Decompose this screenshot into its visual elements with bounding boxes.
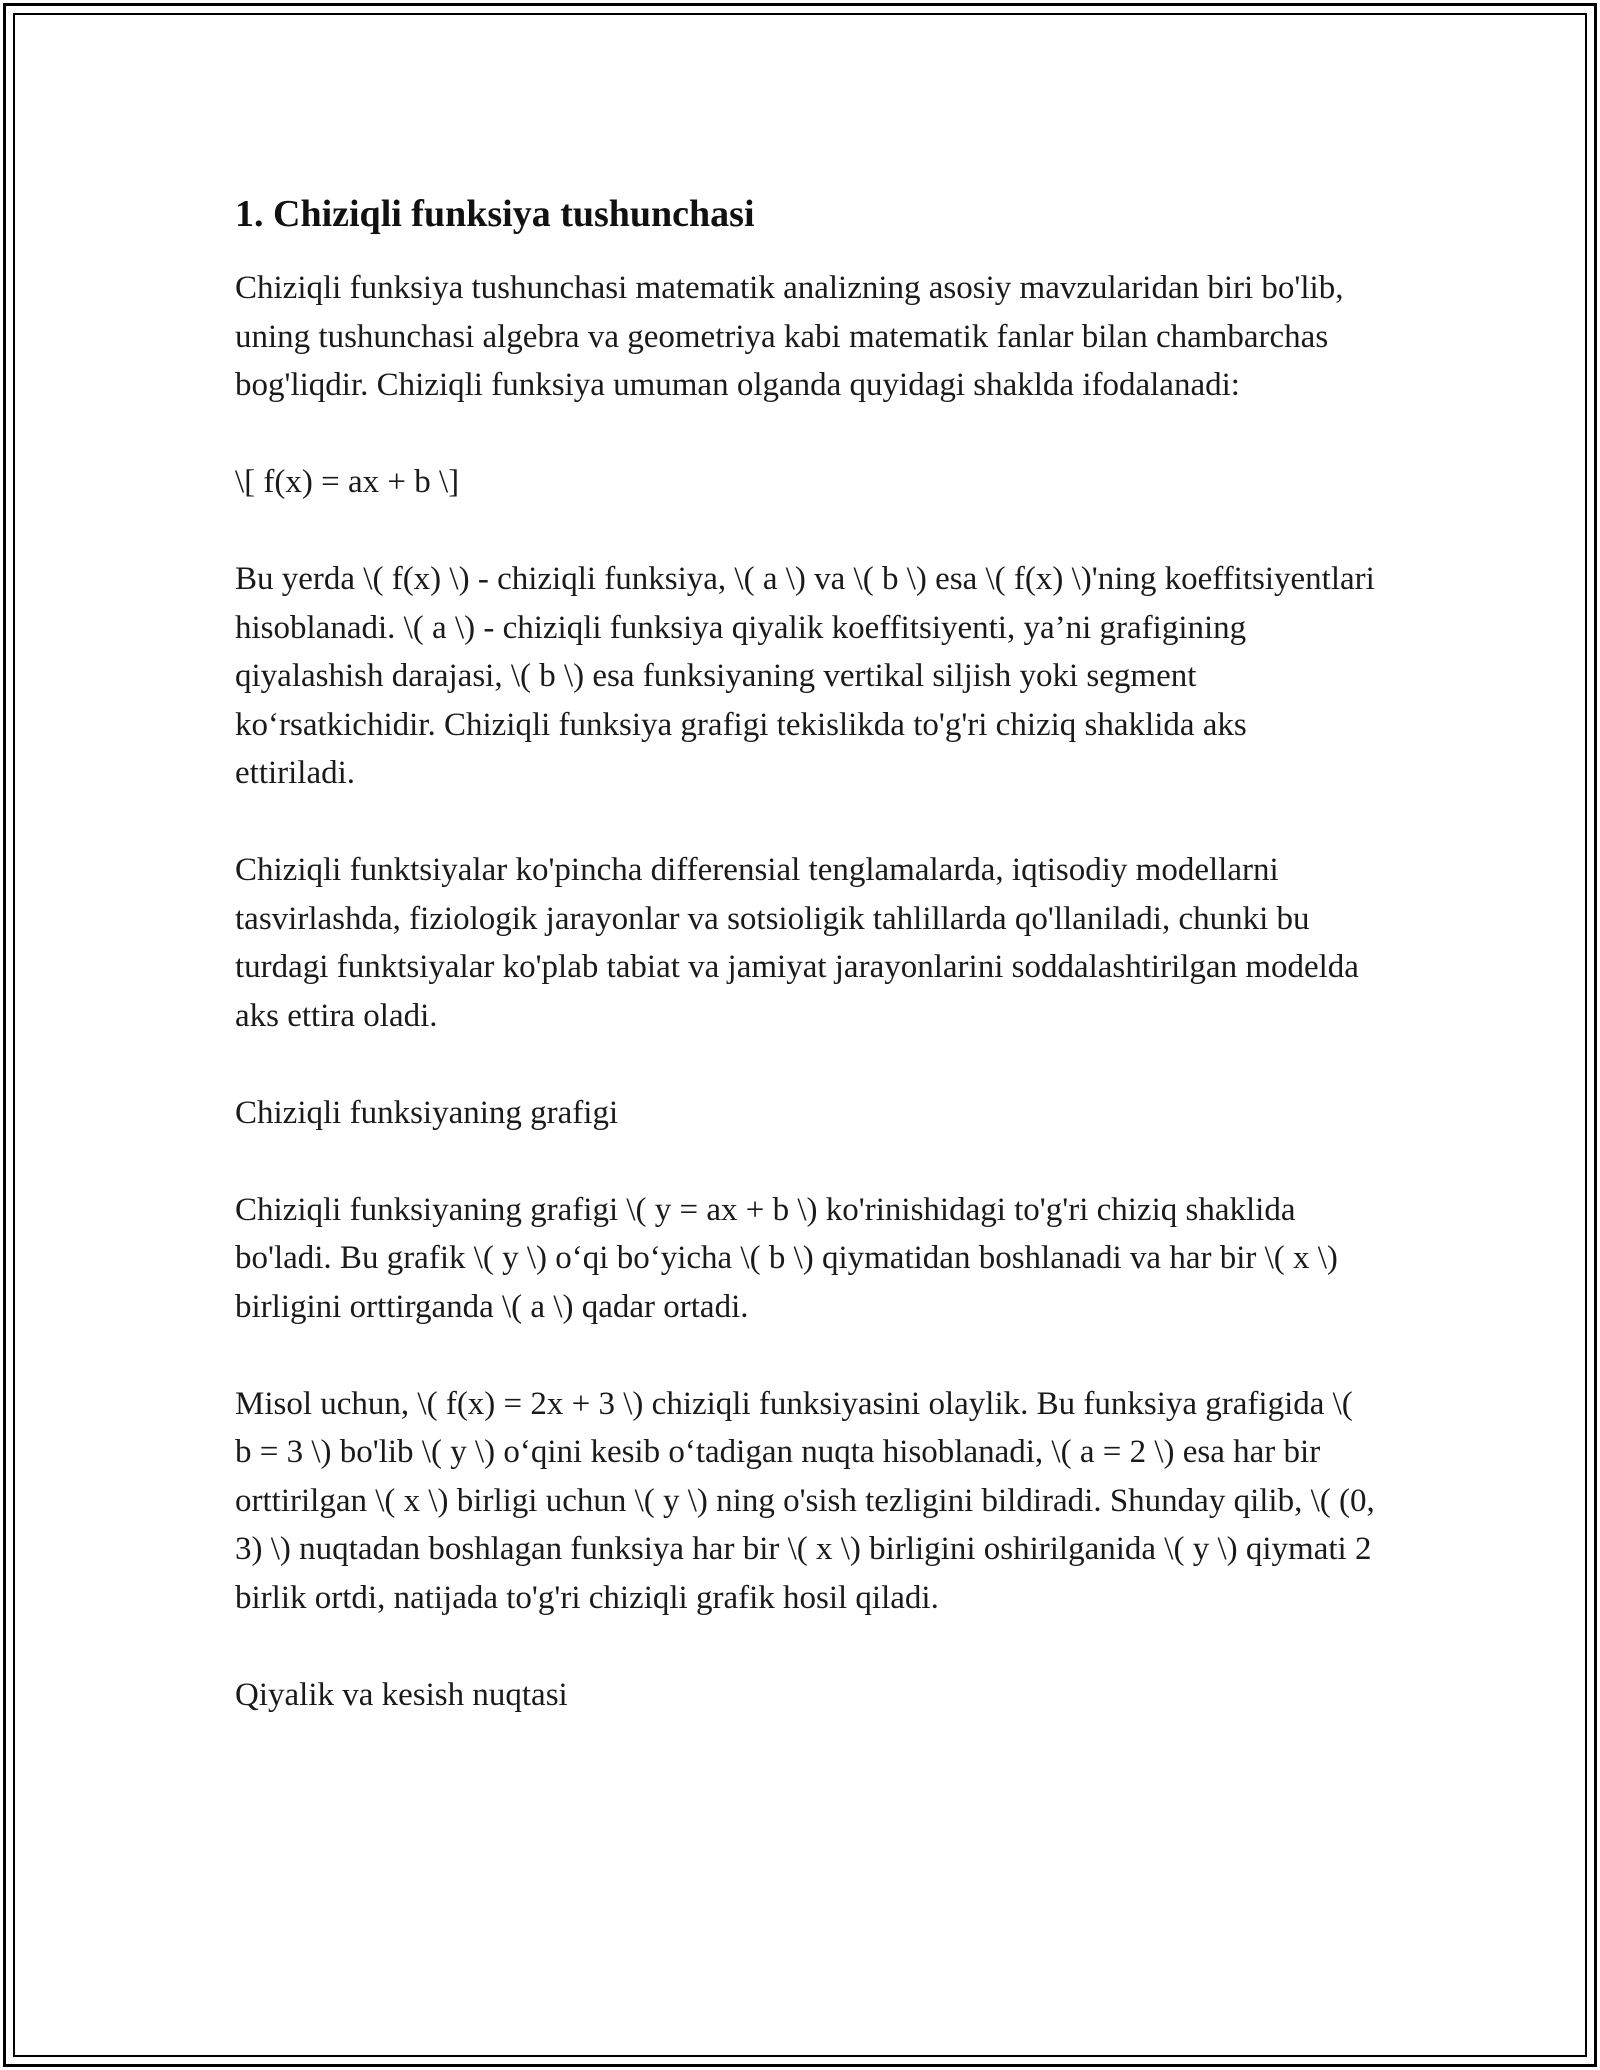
formula-linear-function: \[ f(x) = ax + b \] <box>235 464 460 500</box>
paragraph-example: Misol uchun, \( f(x) = 2x + 3 \) chiziqli funksiyasini olaylik. Bu funksiya grafigida \( b = 3 \) bo'lib \( y \) o‘qini kesib o‘tadigan nuqta hisoblanadi, \( a = 2 \) esa har bir orttirilgan \( x \) birligi uchun \( y \) ning o'sish tezligini bildiradi. Shunday qilib, \( (0, 3) \) nuqtadan boshlagan funksiya har bir \( x \) birligini oshirilganida \( y \) qiymati 2 birlik ortdi, natijada to'g'ri chiziqli grafik hosil qiladi. <box>235 1385 1375 1616</box>
document-body <box>235 186 1375 1768</box>
paragraph-coefficients: Bu yerda \( f(x) \) - chiziqli funksiya, \( a \) va \( b \) esa \( f(x) \)'ning koeffitsiyentlari hisoblanadi. \( a \) - chiziqli funksiya qiyalik koeffitsiyenti, ya’ni grafigining qiyalashish darajasi, \( b \) esa funksiyaning vertikal siljish yoki segment ko‘rsatkichidir. Chiziqli funksiya grafigi tekislikda to'g'ri chiziq shaklida aks ettiriladi. <box>235 561 1375 791</box>
paragraph-applications: Chiziqli funktsiyalar ko'pincha differensial tenglamalarda, iqtisodiy modellarni tasvirlashda, fiziologik jarayonlar va sotsioligik tahlillarda qo'llaniladi, chunki bu turdagi funktsiyalar ko'plab tabiat va jamiyat jarayonlarini soddalashtirilgan modelda aks ettira oladi. <box>235 852 1359 1034</box>
paragraph-intro: Chiziqli funksiya tushunchasi matematik analizning asosiy mavzularidan biri bo'lib, uning tushunchasi algebra va geometriya kabi matematik fanlar bilan chambarchas bog'liqdir. Chiziqli funksiya umuman olganda quyidagi shaklda ifodalanadi: <box>235 270 1344 403</box>
subheading-graph: Chiziqli funksiyaning grafigi <box>235 1094 619 1131</box>
subheading-slope-intercept: Qiyalik va kesish nuqtasi <box>235 1676 568 1713</box>
document-title: 1. Chiziqli funksiya tushunchasi <box>235 193 755 235</box>
paragraph-graph-description: Chiziqli funksiyaning grafigi \( y = ax + b \) ko'rinishidagi to'g'ri chiziq shaklida bo'ladi. Bu grafik \( y \) o‘qi bo‘yicha \( b \) qiymatidan boshlanadi va har bir \( x \) birligini orttirganda \( a \) qadar ortadi. <box>235 1191 1338 1325</box>
